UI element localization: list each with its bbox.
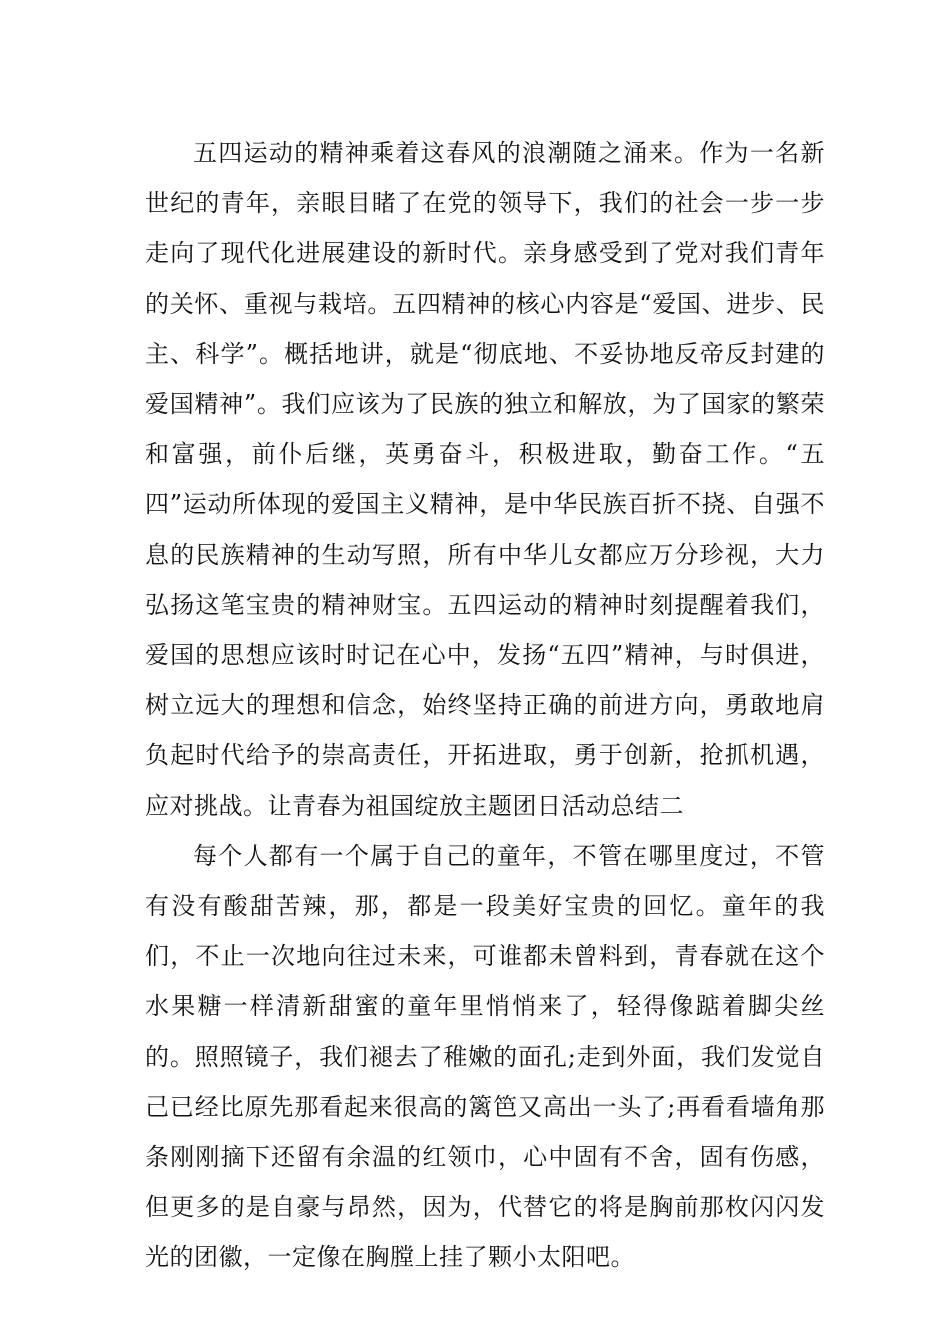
paragraph-childhood: 每个人都有一个属于自己的童年，不管在哪里度过，不管有没有酸甜苦辣，那，都是一段美好宝贵的回忆。童年的我们，不止一次地向往过未来，可谁都未曾料到，青春就在这个水果糖一样清新甜蜜的童年里悄悄来了，轻得像踮着脚尖丝的。照照镜子，我们褪去了稚嫩的面孔;走到外面，我们发觉自己已经比原先那看起来很高的篱笆又高出一头了;再看看墙角那条刚刚摘下还留有余温的红领巾，心中固有不舍，固有伤感，但更多的是自豪与昂然，因为，代替它的将是胸前那枚闪闪发光的团徽，一定像在胸膛上挂了颗小太阳吧。 (145, 841, 825, 1272)
paragraph-may-fourth-spirit: 五四运动的精神乘着这春风的浪潮随之涌来。作为一名新世纪的青年，亲眼目睹了在党的领导下，我们的社会一步一步走向了现代化进展建设的新时代。亲身感受到了党对我们青年的关怀、重视与栽培。五四精神的核心内容是“爱国、进步、民主、科学”。概括地讲，就是“彻底地、不妥协地反帝反封建的爱国精神”。我们应该为了民族的独立和解放，为了国家的繁荣和富强，前仆后继，英勇奋斗，积极进取，勤奋工作。“五四”运动所体现的爱国主义精神，是中华民族百折不挠、自强不息的民族精神的生动写照，所有中华儿女都应万分珍视，大力弘扬这笔宝贵的精神财宝。五四运动的精神时刻提醒着我们，爱国的思想应该时时记在心中，发扬“五四”精神，与时俱进，树立远大的理想和信念，始终坚持正确的前进方向，勇敢地肩负起时代给予的崇高责任，开拓进取，勇于创新，抢抓机遇，应对挑战。让青春为祖国绽放主题团日活动总结二 (145, 139, 825, 820)
document-body (145, 128, 825, 1283)
